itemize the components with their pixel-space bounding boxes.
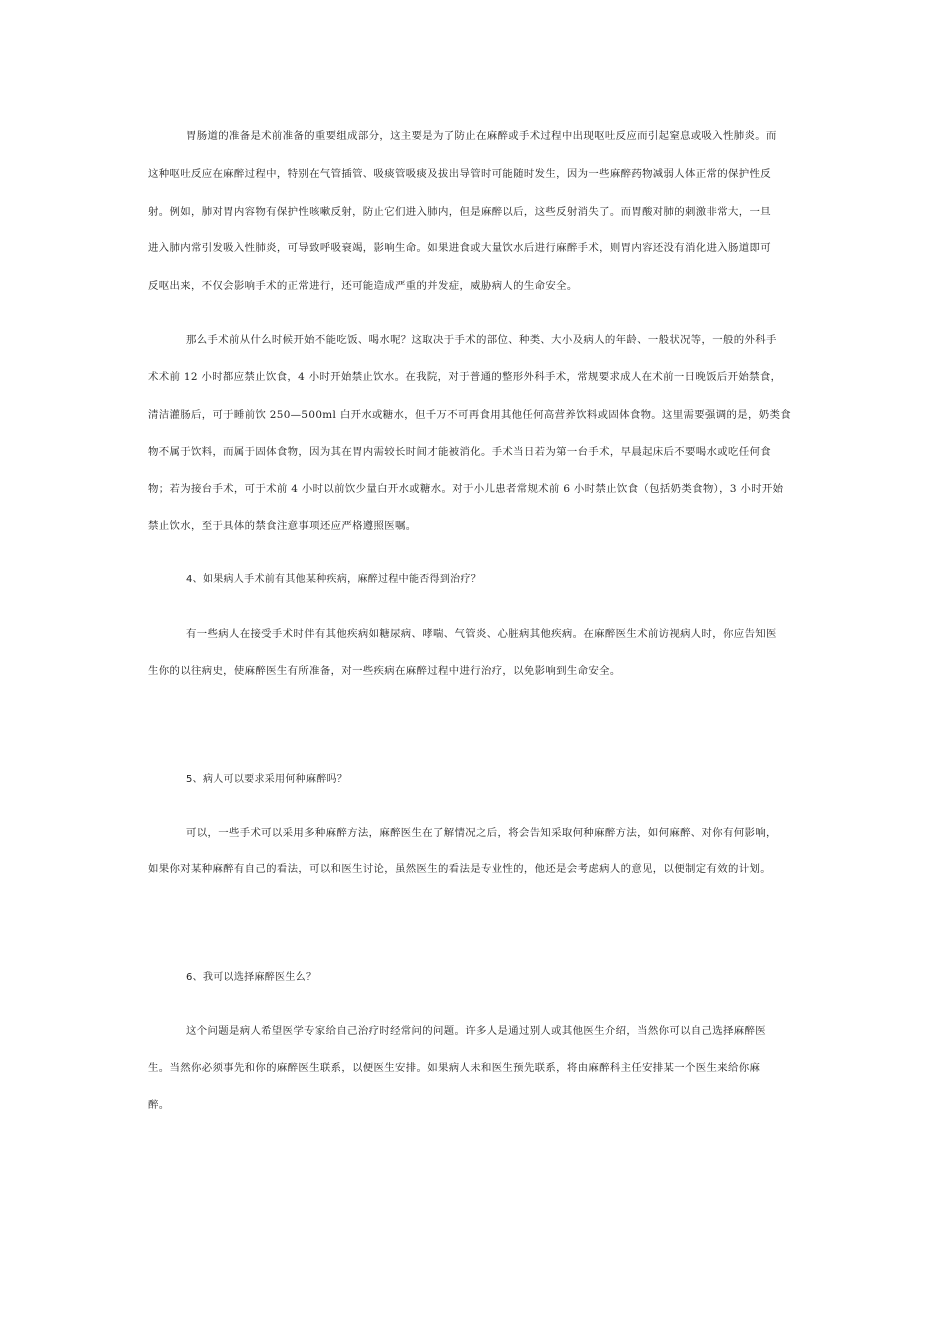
paragraph-line: 射。例如，肺对胃内容物有保护性咳嗽反射，防止它们进入肺内，但是麻醉以后，这些反射消失了。而胃酸对肺的刺激非常大，一旦 [148,206,771,218]
section-heading: 6、我可以选择麻醉医生么？ [186,972,317,983]
paragraph-line: 反呕出来，不仅会影响手术的正常进行，还可能造成严重的并发症，威胁病人的生命安全。 [148,280,578,292]
paragraph-line: 生你的以往病史，使麻醉医生有所准备，对一些疾病在麻醉过程中进行治疗，以免影响到生命安全。 [148,665,621,677]
section-heading: 5、病人可以要求采用何种麻醉吗？ [186,774,348,785]
paragraph-line: 术术前 12 小时都应禁止饮食，4 小时开始禁止饮水。在我院，对于普通的整形外科手术，常规要求成人在术前一日晚饭后开始禁食， [148,371,782,383]
paragraph-line: 清洁灌肠后，可于睡前饮 250—500ml 白开水或糖水，但千万不可再食用其他任何高营养饮料或固体食物。这里需要强调的是，奶类食 [148,409,791,421]
paragraph-line: 那么手术前从什么时候开始不能吃饭、喝水呢？这取决于手术的部位、种类、大小及病人的年龄、一般状况等，一般的外科手 [186,334,777,346]
paragraph-line: 可以，一些手术可以采用多种麻醉方法，麻醉医生在了解情况之后，将会告知采取何种麻醉方法，如何麻醉、对你有何影响， [186,827,777,839]
paragraph-line: 物；若为接台手术，可于术前 4 小时以前饮少量白开水或糖水。对于小儿患者常规术前 6 小时禁止饮食（包括奶类食物），3 小时开始 [148,483,784,495]
paragraph-line: 生。当然你必须事先和你的麻醉医生联系，以便医生安排。如果病人未和医生预先联系，将由麻醉科主任安排某一个医生来给你麻 [148,1062,761,1074]
paragraph-line: 进入肺内常引发吸入性肺炎，可导致呼吸衰竭，影响生命。如果进食或大量饮水后进行麻醉手术，则胃内容还没有消化进入肠道即可 [148,242,771,254]
paragraph-line: 这个问题是病人希望医学专家给自己治疗时经常问的问题。许多人是通过别人或其他医生介绍，当然你可以自己选择麻醉医 [186,1025,766,1037]
section-heading: 4、如果病人手术前有其他某种疾病，麻醉过程中能否得到治疗？ [186,574,482,585]
paragraph-line: 这种呕吐反应在麻醉过程中，特别在气管插管、吸痰管吸痰及拔出导管时可能随时发生，因为一些麻醉药物减弱人体正常的保护性反 [148,168,771,180]
paragraph-line: 禁止饮水，至于具体的禁食注意事项还应严格遵照医嘱。 [148,520,417,532]
paragraph-line: 物不属于饮料，而属于固体食物，因为其在胃内需较长时间才能被消化。手术当日若为第一台手术，早晨起床后不要喝水或吃任何食 [148,446,771,458]
paragraph-line: 有一些病人在接受手术时伴有其他疾病如糖尿病、哮喘、气管炎、心脏病其他疾病。在麻醉医生术前访视病人时，你应告知医 [186,628,777,640]
paragraph-line: 胃肠道的准备是术前准备的重要组成部分，这主要是为了防止在麻醉或手术过程中出现呕吐反应而引起窒息或吸入性肺炎。而 [186,130,777,142]
paragraph-line: 醉。 [148,1099,170,1111]
paragraph-line: 如果你对某种麻醉有自己的看法，可以和医生讨论，虽然医生的看法是专业性的，他还是会考虑病人的意见，以便制定有效的计划。 [148,863,771,875]
